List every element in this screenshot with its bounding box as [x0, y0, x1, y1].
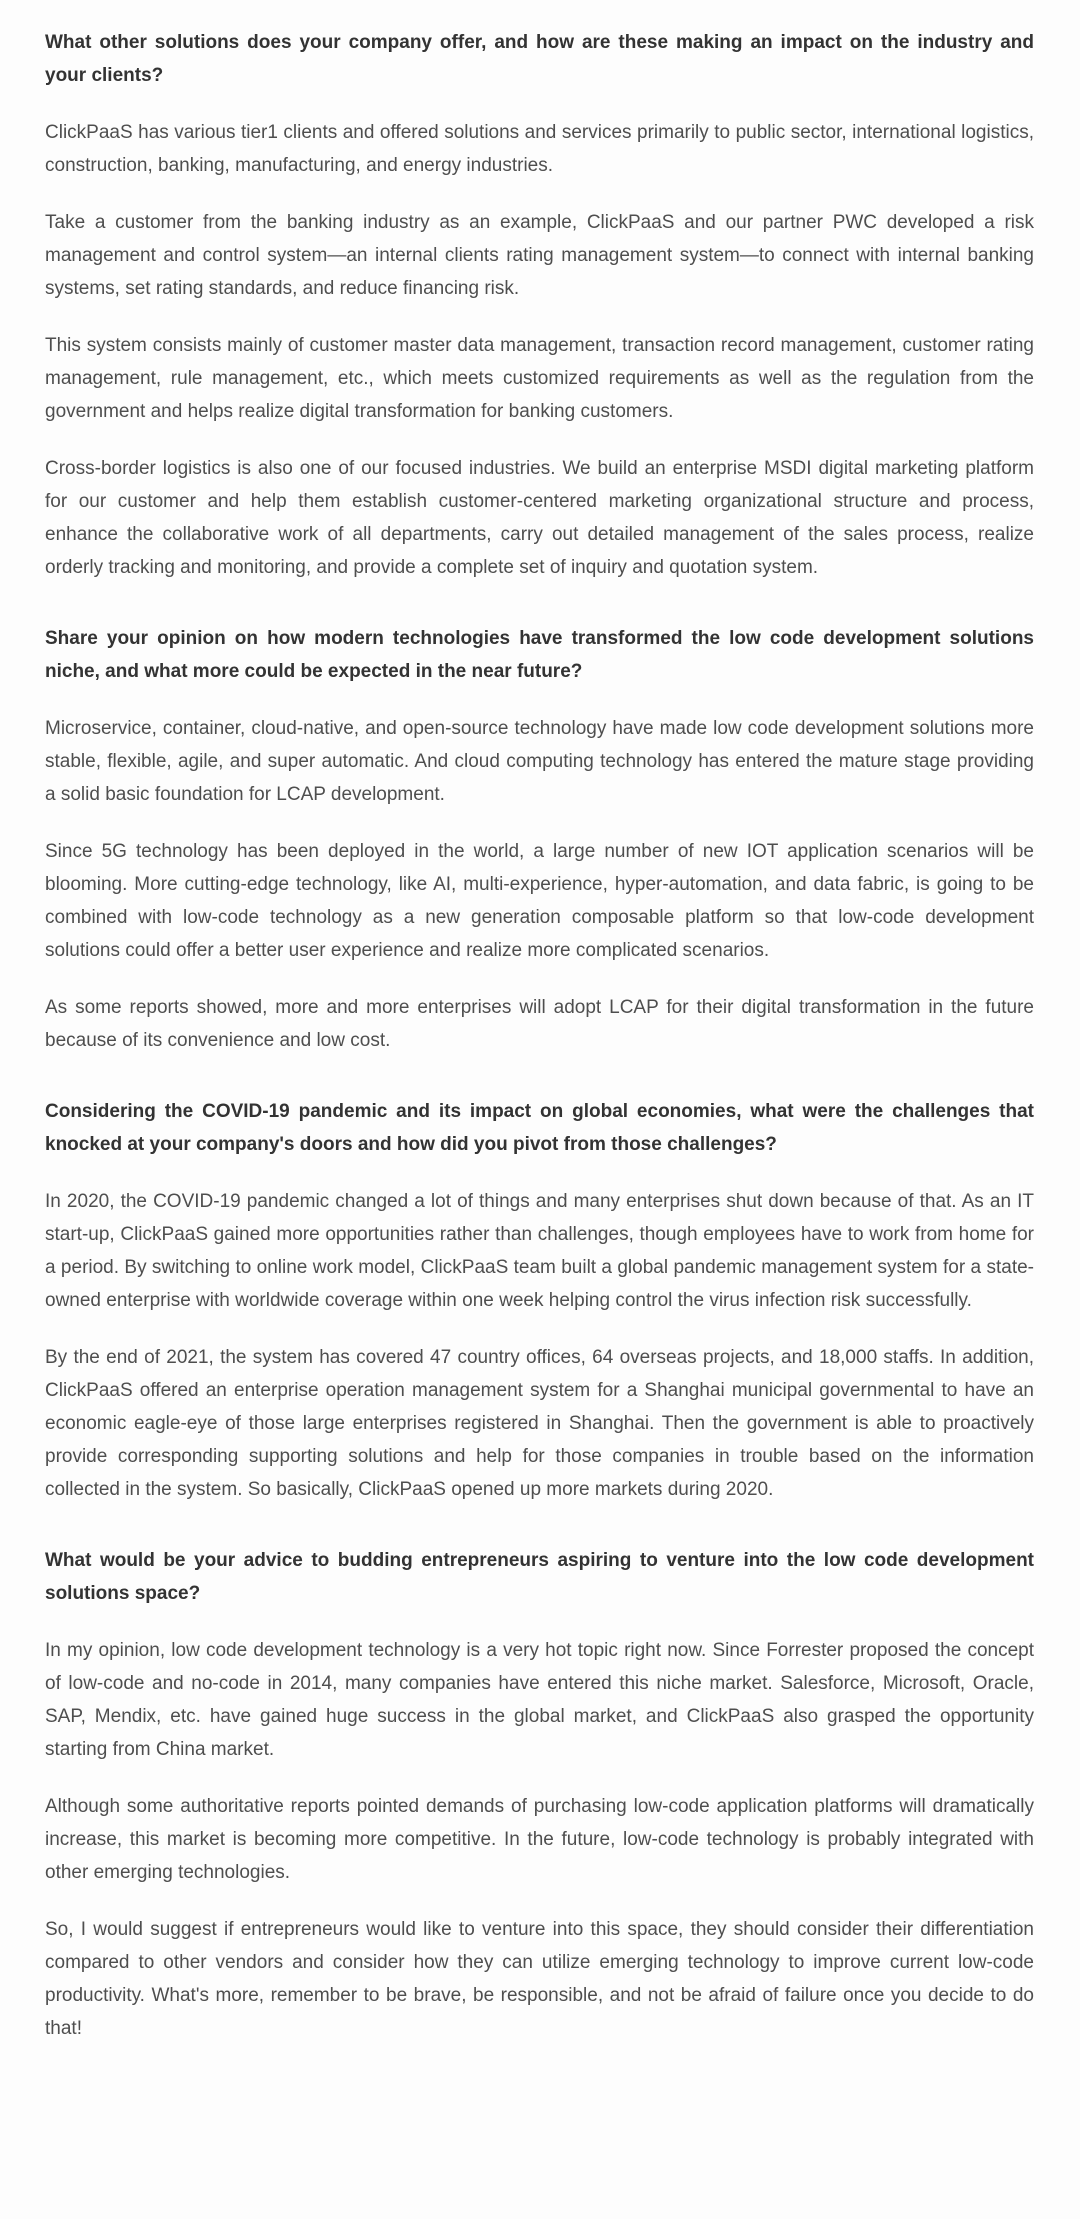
question-heading: Considering the COVID-19 pandemic and its impact on global economies, what were the challenges that knocked at your company's doors and how did you pivot from those challenges? [45, 1101, 1034, 1155]
question-heading: What other solutions does your company offer, and how are these making an impact on the industry and your clients? [45, 32, 1034, 86]
answer-paragraph: So, I would suggest if entrepreneurs would like to venture into this space, they should consider their differentiation compared to other vendors and consider how they can utilize emerging technology to improve current low-code productivity. What's more, remember to be brave, be responsible, and not be afraid of failure once you decide to do that! [45, 1919, 1034, 2039]
question-heading: What would be your advice to budding entrepreneurs aspiring to venture into the low code development solutions space? [45, 1550, 1034, 1604]
answer-paragraph: In my opinion, low code development technology is a very hot topic right now. Since Forrester proposed the concept of low-code and no-code in 2014, many companies have entered this niche market. Salesforce, Microsoft, Oracle, SAP, Mendix, etc. have gained huge success in the global market, and ClickPaaS also grasped the opportunity starting from China market. [45, 1640, 1034, 1760]
answer-paragraph: In 2020, the COVID-19 pandemic changed a lot of things and many enterprises shut down because of that. As an IT start-up, ClickPaaS gained more opportunities rather than challenges, though employees have to work from home for a period. By switching to online work model, ClickPaaS team built a global pandemic management system for a state-owned enterprise with worldwide coverage within one week helping control the virus infection risk successfully. [45, 1191, 1034, 1311]
answer-paragraph: Microservice, container, cloud-native, and open-source technology have made low code development solutions more stable, flexible, agile, and super automatic. And cloud computing technology has entered the mature stage providing a solid basic foundation for LCAP development. [45, 718, 1034, 805]
answer-paragraph: As some reports showed, more and more enterprises will adopt LCAP for their digital transformation in the future because of its convenience and low cost. [45, 997, 1034, 1051]
answer-paragraph: This system consists mainly of customer master data management, transaction record management, customer rating management, rule management, etc., which meets customized requirements as well as the regulation from the government and helps realize digital transformation for banking customers. [45, 335, 1034, 422]
answer-paragraph: By the end of 2021, the system has covered 47 country offices, 64 overseas projects, and 18,000 staffs. In addition, ClickPaaS offered an enterprise operation management system for a Shanghai municipal governmental to have an economic eagle-eye of those large enterprises registered in Shanghai. Then the government is able to proactively provide corresponding supporting solutions and help for those companies in trouble based on the information collected in the system. So basically, ClickPaaS opened up more markets during 2020. [45, 1347, 1034, 1500]
answer-paragraph: Although some authoritative reports pointed demands of purchasing low-code application platforms will dramatically increase, this market is becoming more competitive. In the future, low-code technology is probably integrated with other emerging technologies. [45, 1796, 1034, 1883]
answer-paragraph: ClickPaaS has various tier1 clients and offered solutions and services primarily to public sector, international logistics, construction, banking, manufacturing, and energy industries. [45, 122, 1034, 176]
question-heading: Share your opinion on how modern technologies have transformed the low code development solutions niche, and what more could be expected in the near future? [45, 628, 1034, 682]
answer-paragraph: Cross-border logistics is also one of our focused industries. We build an enterprise MSDI digital marketing platform for our customer and help them establish customer-centered marketing organizational structure and process, enhance the collaborative work of all departments, carry out detailed management of the sales process, realize orderly tracking and monitoring, and provide a complete set of inquiry and quotation system. [45, 458, 1034, 578]
answer-paragraph: Take a customer from the banking industry as an example, ClickPaaS and our partner PWC developed a risk management and control system—an internal clients rating management system—to connect with internal banking systems, set rating standards, and reduce financing risk. [45, 212, 1034, 299]
answer-paragraph: Since 5G technology has been deployed in the world, a large number of new IOT application scenarios will be blooming. More cutting-edge technology, like AI, multi-experience, hyper-automation, and data fabric, is going to be combined with low-code technology as a new generation composable platform so that low-code development solutions could offer a better user experience and realize more complicated scenarios. [45, 841, 1034, 961]
